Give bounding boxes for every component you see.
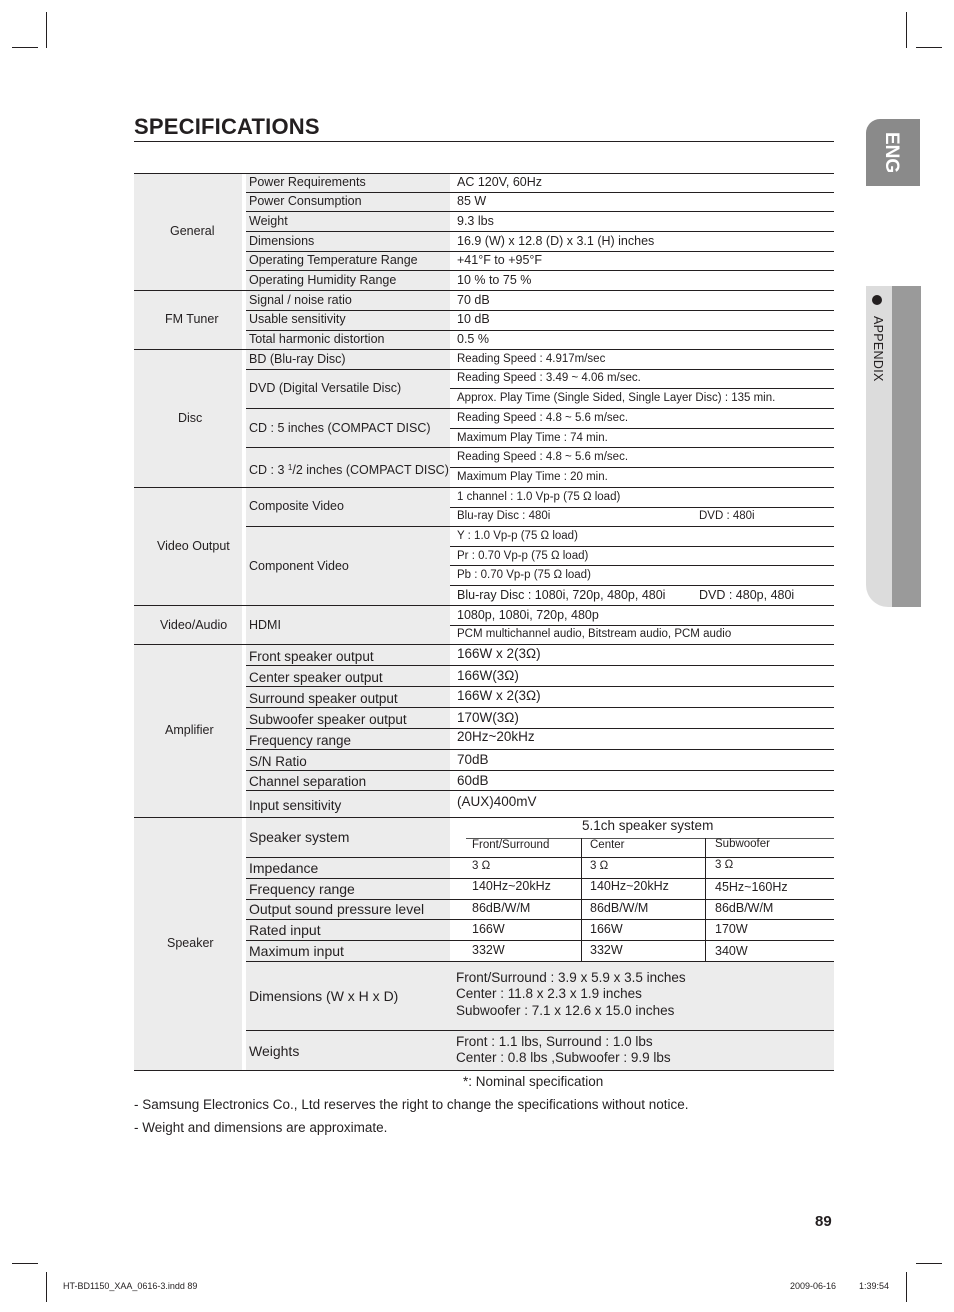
row-rule: [246, 919, 834, 920]
row-rule: [246, 899, 834, 900]
crop-mark: [906, 12, 907, 48]
spec-value: 166W x 2(3Ω): [457, 646, 541, 661]
spec-value: Center : 0.8 lbs ,Subwoofer : 9.9 lbs: [456, 1050, 671, 1065]
table-rule: [134, 644, 834, 645]
spec-value: 86dB/W/M: [590, 901, 649, 915]
spec-value: 170W: [715, 922, 748, 936]
spec-value: 340W: [715, 944, 748, 958]
table-rule: [134, 173, 834, 174]
cd3-label-a: CD : 3: [249, 463, 288, 477]
spec-value: Maximum Play Time : 74 min.: [457, 432, 608, 444]
crop-mark: [46, 12, 47, 48]
spec-label: Front speaker output: [249, 649, 374, 664]
column-header: Front/Surround: [472, 839, 550, 851]
page-title: SPECIFICATIONS: [134, 114, 320, 139]
language-tab: [866, 119, 920, 186]
row-rule: [246, 447, 834, 448]
section-tab-band: [892, 286, 921, 607]
spec-value: PCM multichannel audio, Bitstream audio, PCM audio: [457, 628, 732, 640]
column-header: Center: [590, 839, 625, 851]
row-rule: [246, 1030, 834, 1031]
spec-value: 85 W: [457, 194, 487, 208]
spec-value: DVD : 480i: [699, 510, 755, 522]
spec-value: Front/Surround : 3.9 x 5.9 x 3.5 inches: [456, 970, 686, 985]
row-rule: [450, 565, 834, 566]
section-video-output: Video Output: [157, 539, 230, 553]
spec-value: 70 dB: [457, 293, 490, 307]
column-header: Subwoofer: [715, 838, 770, 850]
row-rule: [246, 770, 834, 771]
spec-value: Approx. Play Time (Single Sided, Single Layer Disc) : 135 min.: [457, 392, 776, 404]
print-date: 2009-06-16: [790, 1281, 837, 1291]
spec-value: DVD : 480p, 480i: [699, 588, 795, 602]
spec-label: Dimensions: [249, 234, 315, 248]
table-rule: [134, 487, 834, 488]
crop-mark: [46, 1272, 47, 1302]
spec-value: 170W(3Ω): [457, 710, 519, 725]
language-tab-label: ENG: [881, 132, 902, 174]
crop-mark: [916, 47, 942, 48]
spec-label: Total harmonic distortion: [249, 332, 385, 346]
row-rule: [246, 665, 834, 666]
row-rule: [246, 526, 834, 527]
spec-value: 60dB: [457, 773, 489, 788]
row-rule: [246, 211, 834, 212]
spec-value: 166W: [590, 922, 623, 936]
spec-label: S/N Ratio: [249, 754, 307, 769]
spec-label: Frequency range: [249, 733, 352, 748]
spec-value: AC 120V, 60Hz: [457, 175, 543, 189]
spec-label: Surround speaker output: [249, 691, 398, 706]
spec-label: Power Consumption: [249, 194, 362, 208]
spec-label: Rated input: [249, 922, 321, 938]
spec-label: Subwoofer speaker output: [249, 712, 407, 727]
crop-mark: [12, 47, 38, 48]
spec-value: 166W x 2(3Ω): [457, 688, 541, 703]
spec-value: Center : 11.8 x 2.3 x 1.9 inches: [456, 986, 642, 1001]
footnote: *: Nominal specification: [463, 1074, 604, 1089]
row-rule: [246, 192, 834, 193]
section-general: General: [170, 224, 215, 238]
spec-label: Output sound pressure level: [249, 901, 425, 917]
table-rule: [134, 1070, 834, 1071]
spec-value: 0.5 %: [457, 332, 489, 346]
spec-label: Component Video: [249, 559, 349, 573]
bullet-icon: [872, 295, 882, 305]
spec-value: Maximum Play Time : 20 min.: [457, 471, 608, 483]
spec-value: 1 channel : 1.0 Vp-p (75 Ω load): [457, 491, 621, 503]
spec-value: Blu-ray Disc : 480i: [457, 510, 551, 522]
spec-value: 332W: [472, 943, 505, 957]
spec-label: Dimensions (W x H x D): [249, 988, 399, 1004]
row-rule: [246, 790, 834, 791]
column-rule: [705, 838, 706, 961]
spec-label: Signal / noise ratio: [249, 293, 352, 307]
crop-mark: [906, 1272, 907, 1302]
notice: - Weight and dimensions are approximate.: [134, 1120, 388, 1135]
row-rule: [246, 961, 834, 962]
spec-label-cd3: [249, 460, 449, 478]
column-rule: [581, 838, 582, 961]
row-rule: [246, 408, 834, 409]
spec-value: 166W: [472, 922, 505, 936]
page-number: 89: [815, 1213, 832, 1230]
table-rule: [134, 605, 834, 606]
spec-value: Subwoofer : 7.1 x 12.6 x 15.0 inches: [456, 1003, 675, 1018]
row-rule: [450, 428, 834, 429]
spec-label: Center speaker output: [249, 670, 383, 685]
section-amplifier: Amplifier: [165, 723, 214, 737]
spec-value: 5.1ch speaker system: [582, 818, 714, 833]
notice: - Samsung Electronics Co., Ltd reserves the right to change the specifications without notice.: [134, 1097, 689, 1112]
row-rule: [246, 749, 834, 750]
spec-value: Reading Speed : 4.917m/sec: [457, 353, 606, 365]
cd3-label-sup: 1: [287, 463, 293, 472]
row-rule: [246, 707, 834, 708]
spec-value: 86dB/W/M: [472, 901, 531, 915]
row-rule: [246, 310, 834, 311]
spec-value: Reading Speed : 3.49 ~ 4.06 m/sec.: [457, 372, 641, 384]
table-rule: [134, 290, 834, 291]
spec-value: (AUX)400mV: [457, 794, 537, 809]
spec-label: HDMI: [249, 618, 281, 632]
section-video-audio: Video/Audio: [160, 618, 228, 632]
spec-value: 3 Ω: [590, 860, 609, 872]
spec-label: Composite Video: [249, 499, 344, 513]
spec-label: Operating Temperature Range: [249, 253, 418, 267]
crop-mark: [12, 1263, 38, 1264]
spec-label: Weight: [249, 214, 288, 228]
spec-label: Impedance: [249, 860, 319, 876]
spec-value: Y : 1.0 Vp-p (75 Ω load): [457, 530, 578, 542]
spec-value: Front : 1.1 lbs, Surround : 1.0 lbs: [456, 1034, 653, 1049]
table-rule: [134, 349, 834, 350]
spec-label: Operating Humidity Range: [249, 273, 397, 287]
title-rule: [134, 141, 834, 142]
spec-label: DVD (Digital Versatile Disc): [249, 381, 402, 395]
spec-label: BD (Blu-ray Disc): [249, 352, 346, 366]
row-rule: [246, 369, 834, 370]
spec-value: 3 Ω: [715, 859, 734, 871]
section-disc: Disc: [178, 411, 203, 425]
spec-value: Reading Speed : 4.8 ~ 5.6 m/sec.: [457, 412, 629, 424]
row-rule: [246, 940, 834, 941]
spec-value: Pr : 0.70 Vp-p (75 Ω load): [457, 550, 589, 562]
spec-value: 20Hz~20kHz: [457, 729, 535, 744]
spec-value: +41°F to +95°F: [457, 253, 543, 267]
row-rule: [246, 686, 834, 687]
spec-value: Blu-ray Disc : 1080i, 720p, 480p, 480i: [457, 588, 666, 602]
row-rule: [450, 507, 834, 508]
row-rule: [246, 231, 834, 232]
spec-value: 1080p, 1080i, 720p, 480p: [457, 608, 599, 622]
cd3-label-b: /2 inches (COMPACT DISC): [292, 463, 449, 477]
spec-label: CD : 5 inches (COMPACT DISC): [249, 421, 431, 435]
spec-value: 3 Ω: [472, 860, 491, 872]
file-info: HT-BD1150_XAA_0616-3.indd 89: [63, 1281, 198, 1291]
spec-value: Pb : 0.70 Vp-p (75 Ω load): [457, 569, 591, 581]
row-rule: [246, 857, 834, 858]
row-rule: [450, 467, 834, 468]
spec-value: 45Hz~160Hz: [715, 880, 788, 894]
row-rule: [450, 388, 834, 389]
spec-value: 140Hz~20kHz: [590, 879, 669, 893]
spec-label: Weights: [249, 1043, 300, 1059]
spec-value: 86dB/W/M: [715, 901, 774, 915]
spec-value: 9.3 lbs: [457, 214, 494, 228]
table-rule: [134, 817, 834, 818]
spec-value: 70dB: [457, 752, 489, 767]
spec-label: Usable sensitivity: [249, 312, 346, 326]
spec-value: 166W(3Ω): [457, 668, 519, 683]
spec-label: Power Requirements: [249, 175, 366, 189]
crop-mark: [916, 1263, 942, 1264]
row-rule: [246, 251, 834, 252]
spec-label: Input sensitivity: [249, 798, 342, 813]
spec-value: 10 dB: [457, 312, 490, 326]
spec-label: Frequency range: [249, 881, 355, 897]
spec-label: Maximum input: [249, 943, 344, 959]
section-fm-tuner: FM Tuner: [165, 312, 219, 326]
spec-value: 16.9 (W) x 12.8 (D) x 3.1 (H) inches: [457, 234, 655, 248]
row-rule: [450, 546, 834, 547]
spec-value: Reading Speed : 4.8 ~ 5.6 m/sec.: [457, 451, 629, 463]
row-rule: [450, 625, 834, 626]
row-rule: [246, 270, 834, 271]
section-speaker: Speaker: [167, 936, 214, 950]
print-time: 1:39:54: [859, 1281, 890, 1291]
spec-value: 10 % to 75 %: [457, 273, 532, 287]
row-rule: [246, 330, 834, 331]
spec-value: 332W: [590, 943, 623, 957]
spec-label: Speaker system: [249, 829, 350, 845]
row-rule: [246, 728, 834, 729]
spec-value: 140Hz~20kHz: [472, 879, 551, 893]
row-rule: [450, 585, 834, 586]
spec-label: Channel separation: [249, 774, 367, 789]
section-tab-label: APPENDIX: [871, 316, 885, 382]
